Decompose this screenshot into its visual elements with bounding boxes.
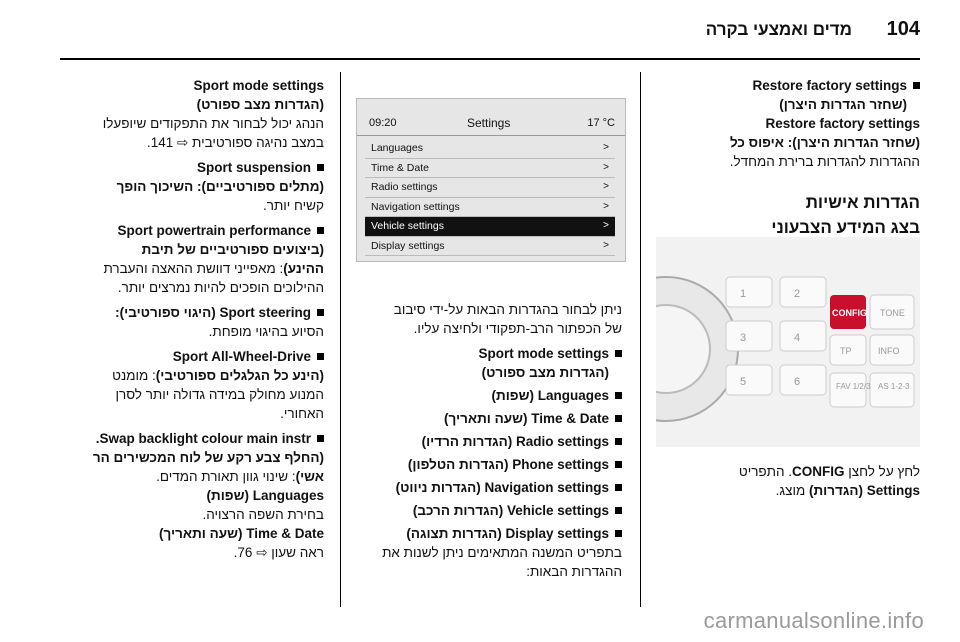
bullet-icon xyxy=(615,530,622,537)
suspension-desc-text: (מתלים ספורטיביים): השיכוך הופך xyxy=(116,179,324,194)
item-en: Radio settings xyxy=(515,434,609,449)
tone-key-label: TONE xyxy=(880,308,905,318)
sport-mode-desc-2: במצב נהיגה ספורטיבית ⇨ 141. xyxy=(146,135,324,150)
item-he: (שפות) xyxy=(491,388,534,403)
outro-line-2: ההגדרות הבאות: xyxy=(526,564,622,579)
sport-mode-title: Sport mode settings xyxy=(193,78,324,93)
item-he: (הגדרות ניווט) xyxy=(395,480,481,495)
screen-menu-item xyxy=(365,159,615,179)
bullet-item-steering xyxy=(40,303,324,322)
caption-post: . התפריט xyxy=(738,464,793,479)
bullet-icon xyxy=(615,461,622,468)
bullet-icon xyxy=(317,353,324,360)
bullet-icon xyxy=(615,438,622,445)
middle-column xyxy=(356,300,622,581)
menu-item-vehicle: Vehicle settings xyxy=(371,220,444,232)
fav-key-label: FAV 1/2/3 xyxy=(836,382,871,391)
bullet-icon xyxy=(615,350,622,357)
awd-desc xyxy=(40,366,324,385)
outro-line-1: בתפריט המשנה המתאימים ניתן לשנות את xyxy=(382,545,622,560)
item-he: (הגדרות הרדיו) xyxy=(421,434,513,449)
bullet-icon xyxy=(317,435,324,442)
bullet-item xyxy=(356,344,622,382)
powertrain-desc xyxy=(40,259,324,278)
preset-key-5: 5 xyxy=(740,376,747,388)
radio-panel-drawing xyxy=(656,237,920,447)
settings-screen-illustration xyxy=(356,98,626,262)
suspension-desc-2: קשיח יותר. xyxy=(263,198,324,213)
section-heading-2: בצג המידע הצבעוני xyxy=(771,218,920,237)
restore-title: Restore factory settings xyxy=(752,78,907,93)
restore-title-2: Restore factory settings xyxy=(765,116,920,131)
chevron-right-icon: > xyxy=(603,220,609,231)
suspension-desc xyxy=(40,177,324,196)
page-number: 104 xyxy=(886,18,920,40)
panel-caption xyxy=(656,462,920,500)
chevron-right-icon: > xyxy=(603,239,609,251)
restore-desc-text: (שחזר הגדרות היצרן): איפוס כל xyxy=(729,135,920,150)
bullet-item xyxy=(356,409,622,428)
bullet-item-awd xyxy=(40,347,324,366)
awd-desc-3: האחורי. xyxy=(280,406,324,421)
awd-desc-2: המנוע מחולק במידה גדולה יותר לסרן xyxy=(115,387,324,402)
screen-menu-item xyxy=(365,198,615,218)
backlight-desc-text: : שינוי גוון תאורת המדים. xyxy=(156,469,296,484)
caption-pre: לחץ על לחצן xyxy=(844,464,920,479)
item-en: Navigation settings xyxy=(484,480,609,495)
languages-subtitle: (שפות) xyxy=(206,488,253,503)
item-en: Vehicle settings xyxy=(506,503,609,518)
screen-menu-list xyxy=(365,139,615,256)
bullet-item xyxy=(356,386,622,405)
chevron-right-icon: > xyxy=(603,161,609,173)
caption-line-2 xyxy=(656,481,920,500)
item-he: (הגדרות מצב ספורט) xyxy=(481,365,609,380)
steering-subtitle: (היגוי ספורטיבי): xyxy=(115,305,216,320)
bullet-item xyxy=(356,524,622,543)
bullet-item-restore xyxy=(656,76,920,114)
column-divider-left xyxy=(340,72,341,607)
preset-key-6: 6 xyxy=(794,376,801,388)
caption-post-2: מוצג. xyxy=(775,483,809,498)
chevron-right-icon: > xyxy=(603,200,609,212)
sport-mode-subtitle: (הגדרות מצב ספורט) xyxy=(196,97,324,112)
caption-config: CONFIG xyxy=(792,464,845,479)
time-date-desc: ראה שעון ⇨ 76. xyxy=(233,545,324,560)
powertrain-desc-text: : מאפייני דוושת ההאצה והעברת xyxy=(103,261,284,276)
chevron-right-icon: > xyxy=(603,142,609,153)
suspension-title: Sport suspension xyxy=(196,160,311,175)
bullet-icon xyxy=(615,484,622,491)
powertrain-desc-2: ההילוכים הופכים להיות נמרצים יותר. xyxy=(117,280,324,295)
steering-title: Sport steering xyxy=(219,305,311,320)
preset-key-2: 2 xyxy=(794,288,801,300)
item-he: (שעה ותאריך) xyxy=(444,411,528,426)
time-date-heading xyxy=(40,524,324,543)
bullet-item xyxy=(356,501,622,520)
menu-item-time-date: Time & Date xyxy=(371,161,429,174)
item-en: Phone settings xyxy=(512,457,609,472)
backlight-subtitle: (החלף צבע רקע של לוח המכשירים הר xyxy=(92,450,324,465)
preset-key-4: 4 xyxy=(794,332,801,344)
languages-desc: בחירת השפה הרצויה. xyxy=(202,507,324,522)
screen-menu-item xyxy=(365,237,615,257)
section-heading-1: הגדרות אישיות xyxy=(805,193,920,212)
screen-menu-item-selected xyxy=(365,217,615,237)
powertrain-subtitle: (ביצועים ספורטיביים של תיבת xyxy=(141,242,324,257)
menu-item-navigation: Navigation settings xyxy=(371,200,460,213)
awd-subtitle: (הינע כל הגלגלים ספורטיבי) xyxy=(155,368,324,383)
bullet-item xyxy=(356,478,622,497)
header-rule xyxy=(60,58,920,60)
item-en: Time & Date xyxy=(531,411,609,426)
column-divider-right xyxy=(640,72,641,607)
item-en: Display settings xyxy=(505,526,609,541)
chevron-right-icon: > xyxy=(603,181,609,192)
languages-heading xyxy=(40,486,324,505)
languages-title: Languages xyxy=(252,488,324,503)
bullet-item-suspension xyxy=(40,158,324,177)
bullet-icon xyxy=(913,82,920,89)
caption-settings: Settings (הגדרות) xyxy=(809,483,920,498)
item-en: Sport mode settings xyxy=(478,346,609,361)
menu-item-radio: Radio settings xyxy=(371,181,438,193)
as-key-label: AS 1-2-3 xyxy=(878,382,910,391)
config-key-label: CONFIG xyxy=(832,308,867,318)
restore-desc-2: ההגדרות להגדרות ברירת המחדל. xyxy=(729,154,920,169)
tp-key-label: TP xyxy=(840,346,852,356)
preset-key-1: 1 xyxy=(740,288,747,300)
backlight-bold: אשי) xyxy=(295,469,324,484)
left-column xyxy=(40,76,324,562)
sport-mode-desc-1: הנהג יכול לבחור את התפקודים שיופעלו xyxy=(102,116,324,131)
screen-menu-item xyxy=(365,178,615,198)
time-date-subtitle: (שעה ותאריך) xyxy=(159,526,247,541)
powertrain-title: Sport powertrain performance xyxy=(117,223,311,238)
bullet-icon xyxy=(615,507,622,514)
bullet-item-powertrain xyxy=(40,221,324,240)
awd-title: Sport All-Wheel-Drive xyxy=(172,349,311,364)
chapter-title: מדים ואמצעי בקרה xyxy=(705,20,852,39)
awd-desc-text: : מומנט xyxy=(112,368,156,383)
item-en: Languages xyxy=(537,388,609,403)
backlight-desc xyxy=(40,467,324,486)
steering-desc: הסיוע בהיגוי מופחת. xyxy=(208,324,324,339)
screen-title: Settings xyxy=(467,116,511,130)
powertrain-bold: ההינע) xyxy=(283,261,324,276)
restore-desc xyxy=(656,133,920,152)
item-he: (הגדרות הטלפון) xyxy=(407,457,509,472)
bullet-item xyxy=(356,432,622,451)
info-key-label: INFO xyxy=(878,346,900,356)
item-he: (הגדרות הרכב) xyxy=(412,503,504,518)
restore-line-title xyxy=(656,114,920,133)
menu-item-display: Display settings xyxy=(371,239,445,252)
bullet-item-backlight xyxy=(40,429,324,448)
watermark: carmanualsonline.info xyxy=(703,608,924,633)
restore-subtitle: (שחזר הגדרות היצרן) xyxy=(779,97,907,112)
preset-key-3: 3 xyxy=(740,332,747,344)
intro-line-2: של הכפתור הרב-תפקודי ולחיצה עליו. xyxy=(413,321,622,336)
bullet-item xyxy=(356,455,622,474)
caption-line-1 xyxy=(656,462,920,481)
screen-title-bar xyxy=(357,113,625,136)
right-column xyxy=(656,76,920,239)
radio-panel-illustration xyxy=(656,237,920,447)
intro-line-1: ניתן לבחור בהגדרות הבאות על-ידי סיבוב xyxy=(393,302,622,317)
item-he: (הגדרות תצוגה) xyxy=(406,526,502,541)
bullet-icon xyxy=(317,164,324,171)
time-date-title: Time & Date xyxy=(246,526,324,541)
menu-item-languages: Languages xyxy=(371,142,423,154)
bullet-icon xyxy=(317,227,324,234)
screen-menu-item xyxy=(365,139,615,159)
screen-time: 09:20 xyxy=(369,117,397,129)
bullet-icon xyxy=(615,415,622,422)
screen-temperature: 17 °C xyxy=(587,117,615,129)
bullet-icon xyxy=(317,309,324,316)
bullet-icon xyxy=(615,392,622,399)
backlight-title: Swap backlight colour main instr. xyxy=(95,431,311,446)
page-header xyxy=(0,0,960,52)
